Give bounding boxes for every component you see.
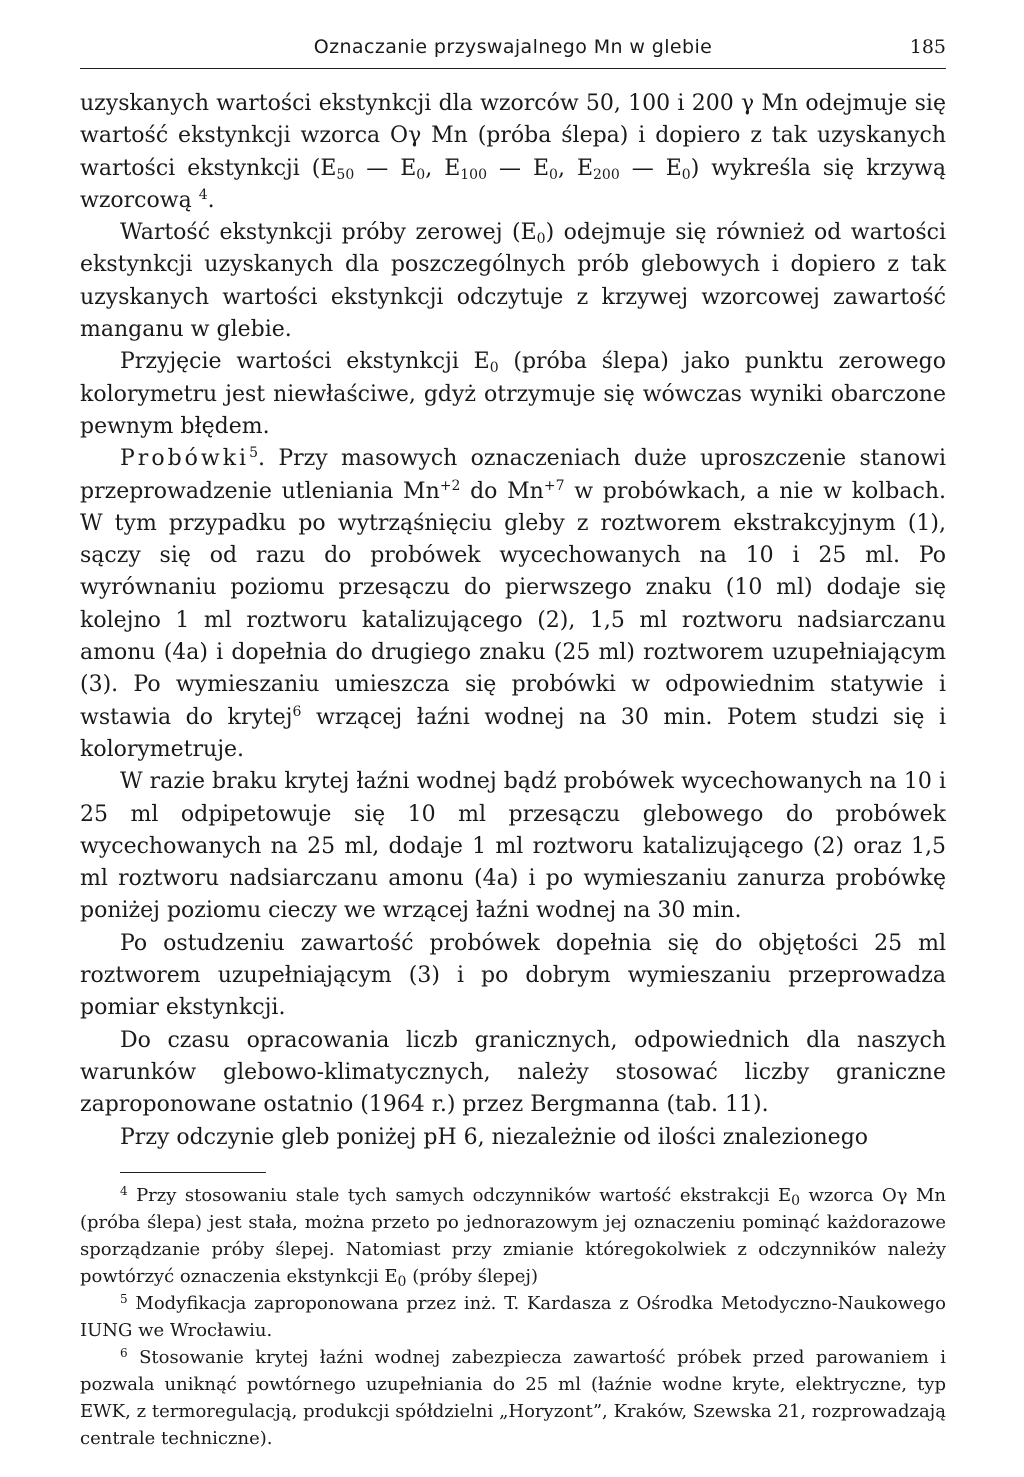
footnotes [80, 1182, 946, 1452]
paragraph-1: uzyskanych wartości ekstynkcji dla wzorców 50, 100 i 200 γ Mn odejmuje się wartość ekstynkcji wzorca Oγ Mn (próba ślepa) i dopiero z tak uzyskanych wartości ekstynkcji ($E_{50}$ — $E_0$, $E_{100}$ — $E_0$, $E_{200}$ — $E_0$) wykreśla się krzywą wzorcową $^4$. [80, 91, 947, 213]
footnote-4: $^4$ Przy stosowaniu stale tych samych odczynników wartość ekstrakcji $E_0$ wzorca Oγ Mn (próba ślepa) jest stała, można przeto po jednorazowym jej oznaczeniu pominąć każdorazowe sporządzanie próby ślepej. Natomiast przy zmianie któregokolwiek z odczynników należy powtórzyć oznaczenia ekstynkcji $E_0$ (próby ślepej) [80, 1184, 946, 1290]
footnote-5: $^5$ Modyfikacja zaproponowana przez inż. T. Kardasza z Ośrodka Metodyczno-Naukowego IUNG we Wrocławiu. [80, 1292, 946, 1341]
paragraph-7: Do czasu opracowania liczb granicznych, odpowiednich dla naszych warunków glebowo-klimatycznych, należy stosować liczby graniczne zaproponowane ostatnio (1964 r.) przez Bergmanna (tab. 11). [80, 1027, 946, 1118]
running-title: Oznaczanie przyswajalnego Mn w glebie [313, 36, 713, 58]
footnote-ref-5[interactable]: 5 [249, 445, 259, 462]
paragraph-3: Przyjęcie wartości ekstynkcji $E_0$ (próba ślepa) jako punktu zerowego kolorymetru jest niewłaściwe, gdyż otrzymuje się wówczas wyniki obarczone pewnym błędem. [80, 349, 946, 439]
footnote-6: $^6$ Stosowanie krytej łaźni wodnej zabezpiecza zawartość próbek przed parowaniem i pozwala uniknąć powtórnego uzupełniania do 25 ml (łaźnie wodne kryte, elektryczne, typ EWK, z termoregulacją, produkcji spółdzielni „Horyzont”, Kraków, Szewska 21, rozprowadzają centrale techniczne). [80, 1346, 946, 1449]
footnote-ref-6[interactable]: 6 [292, 703, 302, 720]
section-heading-probowki: Probówki [120, 446, 250, 472]
paragraph-5: W razie braku krytej łaźni wodnej bądź probówek wycechowanych na 10 i 25 ml odpipetowuje się 10 ml przesączu glebowego do probówek wycechowanych na 25 ml, dodaje 1 ml roztworu katalizującego (2) oraz 1,5 ml roztworu nadsiarczanu amonu (4a) i po wymieszaniu zanurza probówkę poniżej poziomu cieczy we wrzącej łaźni wodnej na 30 min. [80, 769, 946, 924]
footnote-divider [120, 1172, 266, 1173]
paragraph-4: Probówki$^5$. Przy masowych oznaczeniach duże uproszczenie stanowi przeprowadzenie utleniania $Mn^{+2}$ do $Mn^{+7}$ w probówkach, a nie w kolbach. W tym przypadku po wytrząśnięciu gleby z roztworem ekstrakcyjnym (1), sączy się od razu do probówek wycechowanych na 10 i 25 ml. Po wyrównaniu poziomu przesączu do pierwszego znaku (10 ml) dodaje się kolejno 1 ml roztworu katalizującego (2), 1,5 ml roztworu nadsiarczanu amonu (4a) i dopełnia do drugiego znaku (25 ml) roztworem uzupełniającym (3). Po wymieszaniu umieszcza się probówki w odpowiednim statywie i wstawia do krytej$^6$ wrzącej łaźni wodnej na 30 min. Potem studzi się i kolorymetruje. [80, 445, 946, 762]
paragraph-2: Wartość ekstynkcji próby zerowej $(E_0)$ odejmuje się również od wartości ekstynkcji uzyskanych dla poszczególnych prób glebowych i dopiero z tak uzyskanych wartości ekstynkcji odczytuje z krzywej wzorcowej zawartość manganu w glebie. [80, 220, 946, 343]
body-text [80, 88, 946, 1154]
page-number: 185 [909, 36, 946, 58]
footnote-ref-4[interactable]: 4 [198, 186, 208, 203]
paragraph-6: Po ostudzeniu zawartość probówek dopełnia się do objętości 25 ml roztworem uzupełniającym (3) i po dobrym wymieszaniu przeprowadza pomiar ekstynkcji. [80, 930, 946, 1021]
page-header [80, 34, 946, 69]
paragraph-8: Przy odczynie gleb poniżej pH 6, niezależnie od ilości znalezionego [120, 1124, 869, 1150]
